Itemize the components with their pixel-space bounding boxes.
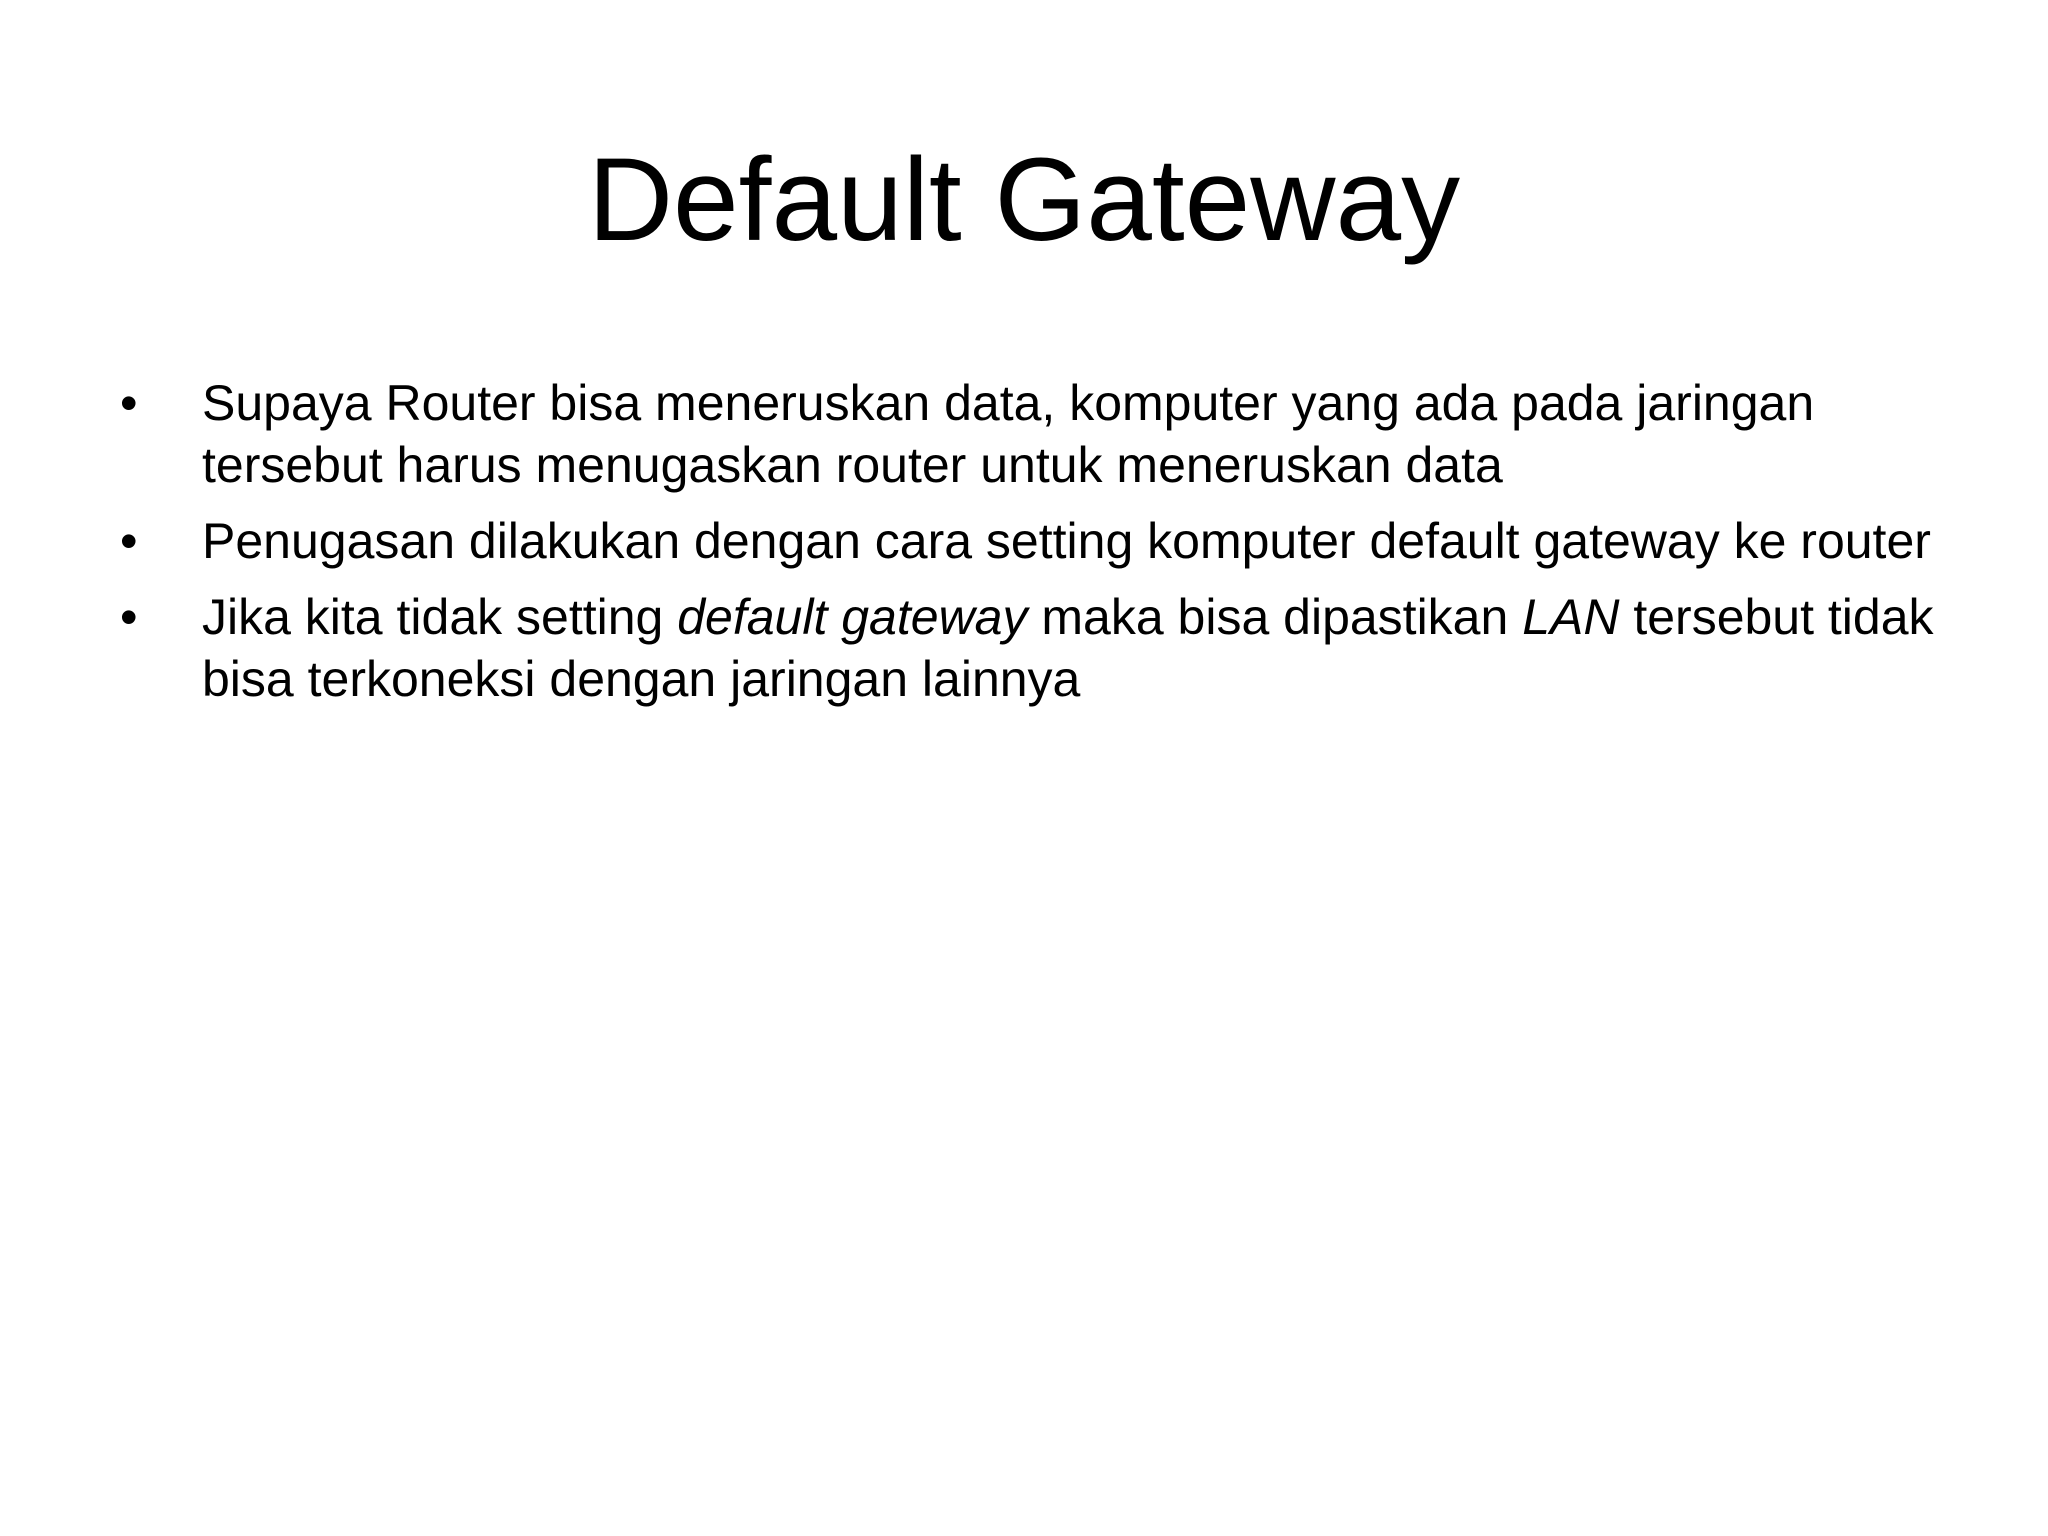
slide-title: Default Gateway bbox=[587, 134, 1461, 266]
bullet-dot-icon: • bbox=[120, 589, 138, 645]
bullet-text: Penugasan dilakukan dengan cara setting komputer default gateway ke router bbox=[202, 513, 1931, 569]
bullet-dot-icon: • bbox=[120, 513, 138, 569]
bullet-text bbox=[202, 589, 1934, 707]
bullet-dot-icon: • bbox=[120, 375, 138, 431]
bullet-text-italic: default gateway bbox=[677, 589, 1028, 645]
bullet-text-italic: LAN bbox=[1522, 589, 1620, 645]
bullet-text-segment: tersebut tidak bisa terkoneksi dengan jaringan lainnya bbox=[202, 589, 1934, 707]
bullet-text: Supaya Router bisa meneruskan data, komputer yang ada pada jaringan tersebut harus menugaskan router untuk meneruskan data bbox=[202, 375, 1815, 493]
bullet-text-segment: maka bisa dipastikan bbox=[1027, 589, 1523, 645]
bullet-item bbox=[120, 586, 1950, 710]
bullet-item bbox=[120, 510, 1950, 572]
bullet-list bbox=[120, 372, 1950, 724]
bullet-text-segment: Jika kita tidak setting bbox=[202, 589, 678, 645]
bullet-item bbox=[120, 372, 1950, 496]
